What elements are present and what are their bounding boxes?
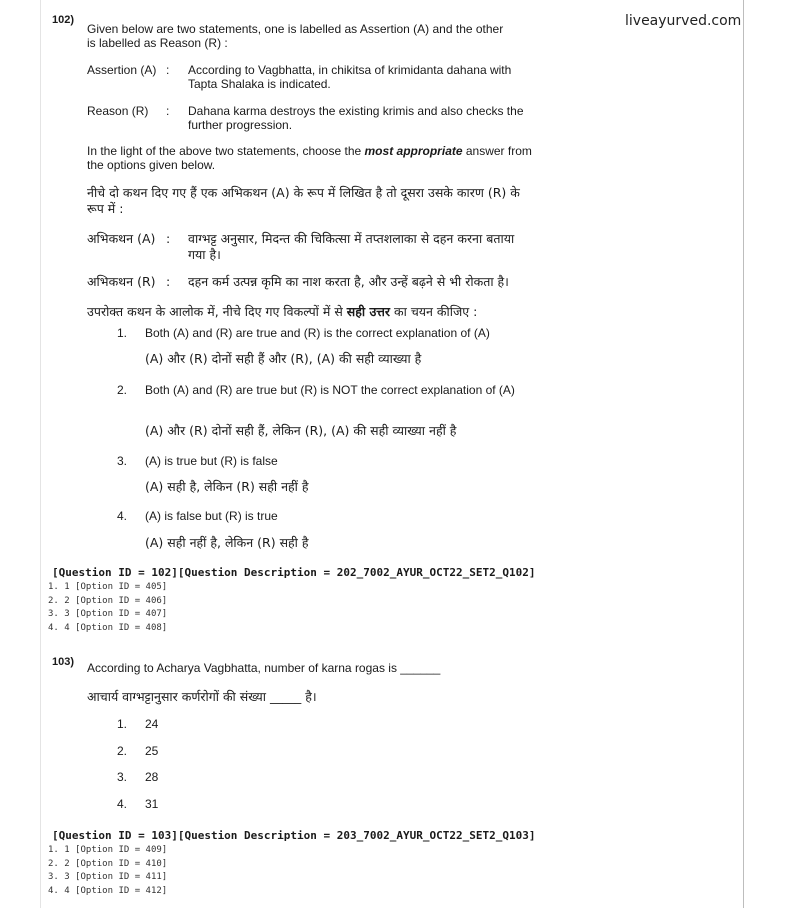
option-id-item: 4. 4 [Option ID = 412] xyxy=(48,885,168,896)
question-number: 102) xyxy=(52,14,75,26)
question-stem xyxy=(87,22,527,50)
hindi-instruction-pre: उपरोक्त कथन के आलोक में, नीचे दिए गए विकल्पों में से xyxy=(87,304,347,319)
option-4-value: 31 xyxy=(145,797,159,811)
question-meta: [Question ID = 102][Question Description = 202_7002_AYUR_OCT22_SET2_Q102] xyxy=(52,566,536,579)
hindi-reason-text: दहन कर्म उत्पन्न कृमि का नाश करता है, और उन्हें बढ़ने से भी रोकता है। xyxy=(188,274,509,289)
instruction-text xyxy=(87,144,532,172)
option-id-item: 1. 1 [Option ID = 409] xyxy=(48,845,168,855)
option-1-number: 1. xyxy=(117,326,128,340)
option-id-item: 2. 2 [Option ID = 410] xyxy=(48,858,168,869)
assertion-text: According to Vagbhatta, in chikitsa of krimidanta dahana with Tapta Shalaka is indicated. xyxy=(188,63,512,91)
option-3-number: 3. xyxy=(117,454,128,468)
option-3-english: (A) is true but (R) is false xyxy=(145,454,278,468)
option-2-hindi: (A) और (R) दोनों सही हैं, लेकिन (R), (A) की सही व्याख्या नहीं है xyxy=(145,423,457,438)
question-stem: According to Acharya Vagbhatta, number of karna rogas is ______ xyxy=(87,661,441,675)
hindi-assertion-label: अभिकथन (A) xyxy=(87,231,156,246)
option-2-number: 2. xyxy=(117,744,128,758)
hindi-assertion-colon: : xyxy=(166,231,171,246)
right-margin-line xyxy=(743,0,744,908)
option-1-hindi: (A) और (R) दोनों सही हैं और (R), (A) की सही व्याख्या है xyxy=(145,351,422,366)
stem-line-2: is labelled as Reason (R) : xyxy=(87,36,228,50)
stem-line-1: Given below are two statements, one is labelled as Assertion (A) and the other xyxy=(87,22,504,36)
option-4-hindi: (A) सही नहीं है, लेकिन (R) सही है xyxy=(145,535,309,550)
option-3-hindi: (A) सही है, लेकिन (R) सही नहीं है xyxy=(145,479,309,494)
assertion-label: Assertion (A) xyxy=(87,63,157,77)
hindi-instruction-emphasis: सही उत्तर xyxy=(346,304,391,319)
reason-colon: : xyxy=(166,104,170,118)
option-4-number: 4. xyxy=(117,509,128,523)
hindi-stem: आचार्य वाग्भट्टानुसार कर्णरोगों की संख्या _____ है। xyxy=(87,689,317,704)
hindi-assertion-text: वाग्भट्ट अनुसार, मिदन्त की चिकित्सा में तप्तशलाका से दहन करना बताया गया है। xyxy=(188,231,515,262)
reason-text: Dahana karma destroys the existing krimis and also checks the further progression. xyxy=(188,104,524,132)
option-id-item: 3. 3 [Option ID = 407] xyxy=(48,609,168,619)
option-1-number: 1. xyxy=(117,717,128,731)
hindi-stem: नीचे दो कथन दिए गए हैं एक अभिकथन (A) के रूप में लिखित है तो दूसरा उसके कारण (R) के रूप में : xyxy=(87,185,520,216)
option-id-item: 1. 1 [Option ID = 405] xyxy=(48,582,168,592)
option-1-value: 24 xyxy=(145,717,159,731)
hindi-instruction xyxy=(87,304,527,320)
option-3-number: 3. xyxy=(117,770,128,784)
option-3-value: 28 xyxy=(145,770,159,784)
option-2-value: 25 xyxy=(145,744,159,758)
site-watermark: liveayurved.com xyxy=(625,13,742,29)
hindi-instruction-post: का चयन कीजिए : xyxy=(390,304,478,319)
instruction-post: answer from the options given below. xyxy=(87,144,532,172)
instruction-pre: In the light of the above two statements, choose the xyxy=(87,144,365,158)
hindi-reason-colon: : xyxy=(166,274,171,289)
option-2-number: 2. xyxy=(117,383,128,397)
option-id-item: 4. 4 [Option ID = 408] xyxy=(48,622,168,633)
question-number: 103) xyxy=(52,656,75,668)
option-id-item: 2. 2 [Option ID = 406] xyxy=(48,595,168,606)
reason-label: Reason (R) xyxy=(87,104,149,118)
option-id-list xyxy=(48,844,167,898)
option-4-english: (A) is false but (R) is true xyxy=(145,509,278,523)
option-id-list xyxy=(48,581,167,635)
left-margin-line xyxy=(40,0,41,908)
option-4-number: 4. xyxy=(117,797,128,811)
option-2-english: Both (A) and (R) are true but (R) is NOT the correct explanation of (A) xyxy=(145,383,515,397)
hindi-reason-label: अभिकथन (R) xyxy=(87,274,156,289)
option-1-english: Both (A) and (R) are true and (R) is the correct explanation of (A) xyxy=(145,326,490,340)
instruction-emphasis: most appropriate xyxy=(364,144,463,158)
option-id-item: 3. 3 [Option ID = 411] xyxy=(48,872,168,882)
question-meta: [Question ID = 103][Question Description = 203_7002_AYUR_OCT22_SET2_Q103] xyxy=(52,829,536,842)
assertion-colon: : xyxy=(166,63,170,77)
